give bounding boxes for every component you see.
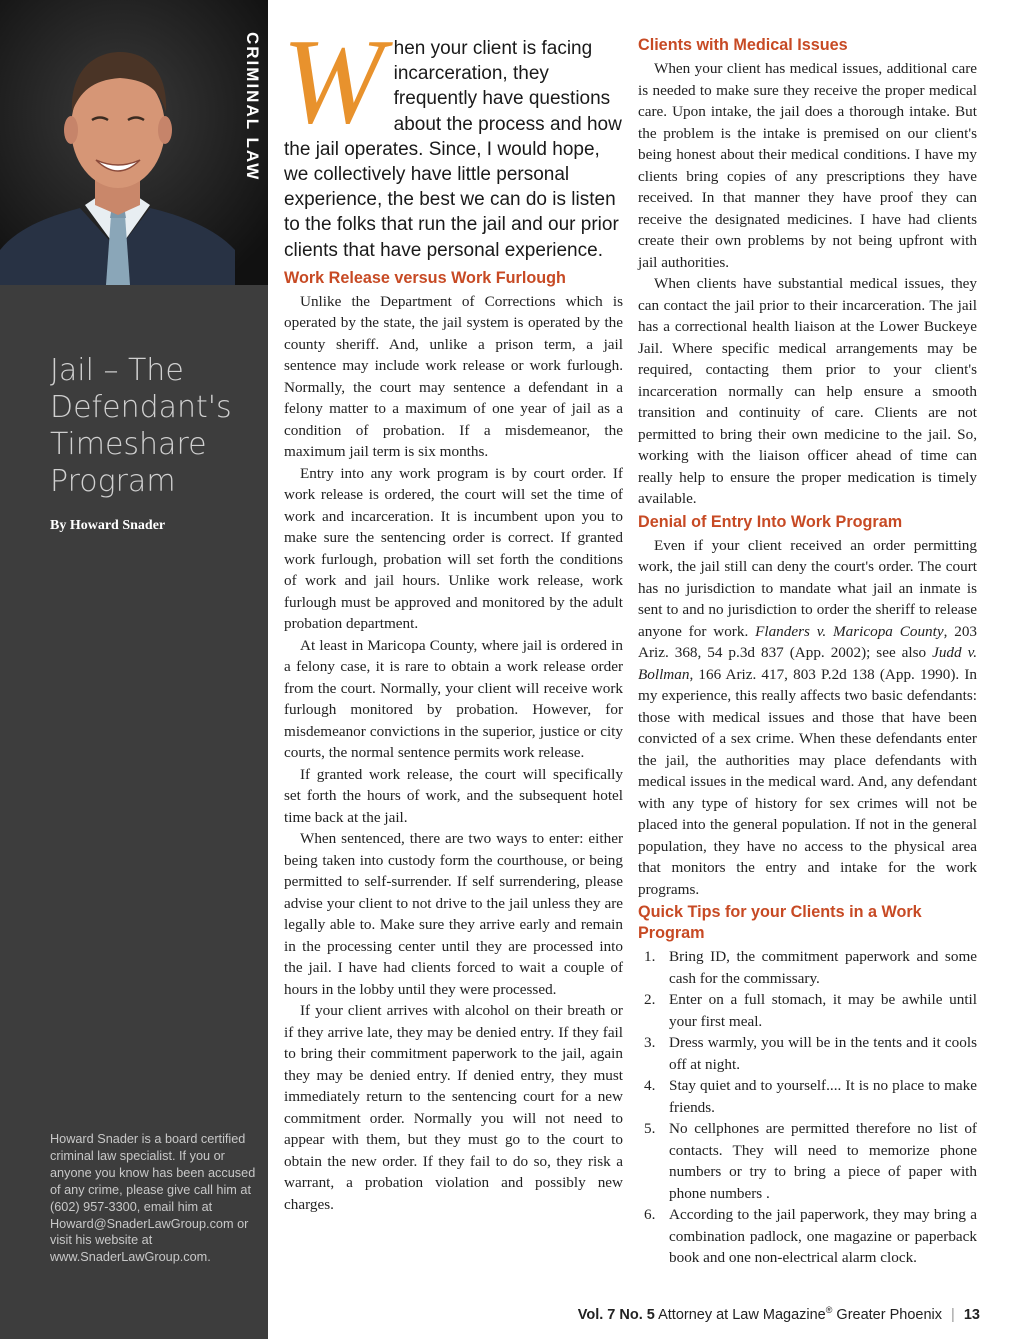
intro-paragraph [282,14,623,263]
byline: By Howard Snader [50,518,166,533]
title-line: Jail – The [50,353,184,388]
paragraph: When clients have substantial medical issues, they can contact the jail prior to their incarceration. The jail has a correctional health liaison at the Lower Buckeye Jail. Where specific medical arrangements may be required, contacting them prior to your client's incarceration normally can help ensure a smooth transition and continuity of care. Clients are not permitted to bring their own medicine to the jail. So, working with the liaison officer ahead of time can really help to ensure the proper medication is timely available. [638,275,977,507]
list-item [638,1204,977,1269]
list-item [638,1118,977,1204]
heading-work-release: Work Release versus Work Furlough [284,268,566,287]
footer-edition: Greater Phoenix [836,1306,943,1323]
paragraph: At least in Maricopa County, where jail is ordered in a felony case, it is rare to obtain a work release order from the court. Normally, your client will receive work furlough monitored by probation. However, for misdemeanor convictions in the superior, justice or city courts, the normal sentence permits work release. [284,636,623,762]
list-item [638,1032,977,1075]
heading-medical: Clients with Medical Issues [638,36,848,54]
author-bio: Howard Snader is a board certified criminal law specialist. If you or anyone you know has been accused of any crime, please give call him at (602) 957-3300, email him at Howard@SnaderLawGroup.com or visit his website at www.SnaderLawGroup.com. [50,1132,256,1265]
list-text: Dress warmly, you will be in the tents and it cools off at night. [669,1034,977,1073]
text: , 203 Ariz. 368, 54 p.3d 837 (App. 2002); see also [638,622,978,661]
drop-cap: W [282,14,384,149]
list-number: 6. [644,1206,656,1223]
tips-list [638,946,977,1269]
paragraph: Unlike the Department of Corrections which is operated by the state, the jail system is operated by the county sheriff. And, unlike a prison term, a jail sentence may include work release or work furlough. Normally, the court may sentence a defendant in a felony matter to a maximum of one year of jail as a condition of probation. If a misdemeanor, the maximum jail term is six months. [284,292,623,461]
list-item [638,989,977,1032]
footer-volume: Vol. 7 No. 5 [577,1306,655,1323]
title-line: Timeshare [50,427,207,462]
paragraph: If your client arrives with alcohol on their breath or if they arrive late, they may be denied entry. If they fail to bring their commitment paperwork to the jail, again they may be denied entry. If denied entry, they must immediately return to the sentencing court for a new commitment order. Normally you will not need to appear with them, but they must go to the court to obtain the new order. If they fail to do so, they risk a warrant, a probation violation and possibly new charges. [284,1002,623,1213]
list-number: 5. [644,1120,656,1137]
list-number: 2. [644,991,656,1008]
footer-separator: | [951,1306,955,1323]
page-number: 13 [963,1306,980,1323]
text: Even if your client received an order permitting work, the jail still can deny the court's order. The court has no jurisdiction to mandate what jail an inmate is sent to and no jurisdiction to order the sheriff to release anyone for work. [638,536,977,640]
list-text: Enter on a full stomach, it may be awhile until your first meal. [669,991,977,1030]
heading-tips: Quick Tips for your Clients in a Work Program [638,903,922,942]
section-label: CRIMINAL LAW [243,32,262,182]
list-text: According to the jail paperwork, they may bring a combination padlock, one magazine or paperback book and one non-electrical alarm clock. [669,1206,977,1266]
article-title [50,352,265,500]
heading-denial: Denial of Entry Into Work Program [638,512,903,531]
column-right [638,36,977,1269]
paragraph: When your client has medical issues, additional care is needed to make sure they receive the proper medical care. Upon intake, the jail does a thorough intake. But the problem is the intake is premised on our client's being honest about their medical conditions. I have my clients bring copies of any prescriptions they have received. In that manner they have proof they can receive the designated medicines. I have had clients create their own problems by not being upfront with jail authorities. [638,60,977,271]
title-line: Program [50,464,176,499]
registered-mark: ® [825,1305,833,1315]
list-number: 1. [644,948,656,965]
list-item [638,946,977,989]
intro-text: hen your client is facing incarceration, they frequently have questions about the process and how the jail operates. Since, I would hope, we collectively have little personal experience, the best we can do is listen to the folks that run the jail and our prior clients that have personal experience. [284,38,622,261]
paragraph: When sentenced, there are two ways to enter: either being taken into custody form the courthouse, or being permitted to self-surrender. If self surrendering, please advise your client to not drive to the jail unless they are legally able to. Make sure they arrive early and remain in the processing center until they are processed into the jail. I have had clients forced to wait a couple of hours in the lobby until they were processed. [284,830,623,998]
title-line: Defendant's [50,390,232,425]
list-text: Bring ID, the commitment paperwork and some cash for the commissary. [669,948,977,987]
case-citation: Flanders v. Maricopa County [755,622,944,640]
footer-magazine: Attorney at Law Magazine [658,1306,826,1323]
list-text: Stay quiet and to yourself.... It is no place to make friends. [669,1077,977,1116]
paragraph: Entry into any work program is by court order. If work release is ordered, the court will set the time of work and incarceration. It is incumbent upon you to make sure the sentencing order is correct. If granted work furlough, probation will set forth the conditions of work and jail hours. Unlike work release, work furlough must be approved and monitored by the adult probation department. [284,464,623,633]
page-footer [578,1305,980,1323]
list-number: 4. [644,1077,656,1094]
paragraph: If granted work release, the court will specifically set forth the hours of work, and the subsequent hotel time back at the jail. [284,765,623,826]
case-citation: Judd v. Bollman [638,644,977,683]
column-left [282,14,623,1215]
list-item [638,1075,977,1118]
author-photo [0,0,268,285]
list-number: 3. [644,1034,656,1051]
sidebar [0,0,268,1339]
author-portrait-image [0,0,268,285]
paragraph-denial [638,535,977,901]
text: , 166 Ariz. 417, 803 P.2d 138 (App. 1990). In my experience, this really affects two basic defendants: those with medical issues and those that have been convicted of a sex crime. When these defendants enter the jail, the authorities may place defendants with medical issues in the medical ward. And, any defendant with any type of history for sex crimes will not be placed into the general population. If not in the general population, they have no access to the physical area that monitors the entry and intake for the work programs. [638,665,977,898]
list-text: No cellphones are permitted therefore no list of contacts. They will need to memorize phone numbers or try to bring a piece of paper with phone numbers . [669,1120,977,1202]
